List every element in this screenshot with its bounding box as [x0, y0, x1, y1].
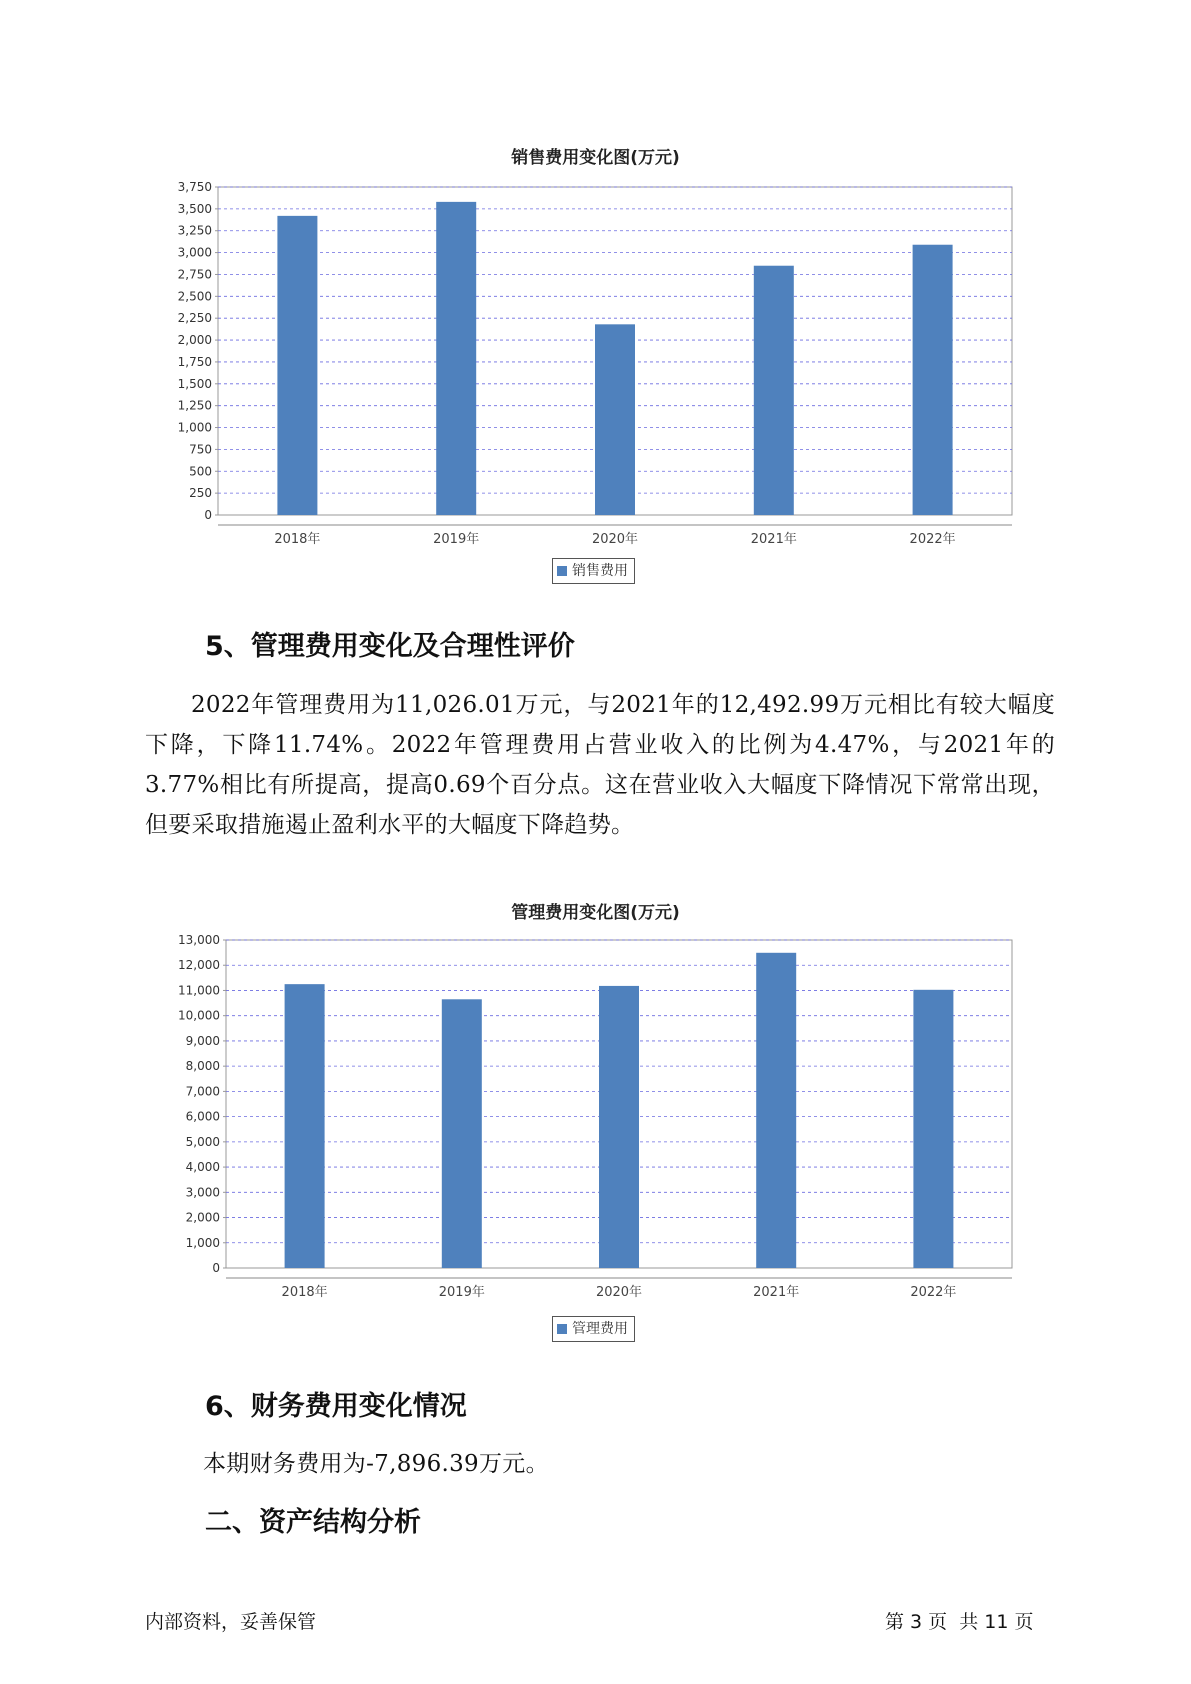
y-tick-label: 4,000 — [185, 1160, 220, 1175]
y-tick-label: 750 — [189, 442, 212, 457]
y-tick-label: 6,000 — [185, 1109, 220, 1124]
x-tick-label: 2018年 — [281, 1285, 328, 1300]
y-tick-label: 9,000 — [185, 1033, 220, 1048]
y-tick-label: 11,000 — [178, 983, 220, 998]
y-tick-label: 3,000 — [185, 1185, 220, 1200]
y-tick-label: 1,000 — [177, 420, 212, 435]
chart2-legend-label: 管理费用 — [572, 1321, 628, 1337]
x-tick-label: 2020年 — [595, 1285, 643, 1300]
bar — [285, 984, 325, 1268]
y-tick-label: 5,000 — [185, 1134, 220, 1149]
y-tick-label: 2,000 — [177, 333, 212, 348]
bar — [599, 986, 639, 1268]
x-tick-label: 2021年 — [750, 532, 797, 547]
y-tick-label: 12,000 — [178, 958, 220, 973]
chart2-legend — [552, 1316, 635, 1342]
bar — [756, 953, 796, 1268]
x-tick-label: 2020年 — [591, 532, 639, 547]
footer-left: 内部资料，妥善保管 — [145, 1611, 317, 1633]
y-tick-label: 1,500 — [177, 376, 212, 391]
section5-paragraph: 2022年管理费用为11,026.01万元，与2021年的12,492.99万元相比有较大幅度下降，下降11.74%。2022年管理费用占营业收入的比例为4.47%，与2021年的3.77%相比有所提高，提高0.69个百分点。这在营业收入大幅度下降情况下常常出现，但要采取措施遏止盈利水平的大幅度下降趋势。 — [145, 692, 1055, 838]
chart1-title: 销售费用变化图(万元) — [511, 148, 680, 168]
x-tick-label: 2019年 — [438, 1285, 485, 1300]
y-tick-label: 2,250 — [177, 311, 212, 326]
y-tick-label: 3,000 — [177, 245, 212, 260]
y-tick-label: 3,750 — [177, 180, 212, 194]
y-tick-label: 13,000 — [178, 933, 220, 947]
y-tick-label: 0 — [204, 508, 212, 522]
y-tick-label: 1,000 — [185, 1235, 220, 1250]
x-tick-label: 2022年 — [909, 532, 956, 547]
section6-heading: 6、财务费用变化情况 — [205, 1391, 467, 1422]
bar — [913, 990, 953, 1268]
section6-text: 本期财务费用为-7,896.39万元。 — [203, 1451, 549, 1477]
y-tick-label: 3,250 — [177, 223, 212, 238]
bar — [442, 999, 482, 1268]
y-tick-label: 1,250 — [177, 398, 212, 413]
y-tick-label: 3,500 — [177, 201, 212, 216]
y-tick-label: 2,000 — [185, 1210, 220, 1225]
y-tick-label: 1,750 — [177, 354, 212, 369]
x-tick-label: 2018年 — [274, 532, 321, 547]
chart2-title: 管理费用变化图(万元) — [511, 903, 680, 923]
y-tick-label: 7,000 — [185, 1084, 220, 1099]
section-two-heading: 二、资产结构分析 — [205, 1507, 421, 1538]
y-tick-label: 0 — [212, 1261, 220, 1275]
y-tick-label: 2,750 — [177, 267, 212, 282]
footer-right: 第 3 页 共 11 页 — [885, 1611, 1034, 1633]
x-tick-label: 2021年 — [753, 1285, 800, 1300]
y-tick-label: 250 — [189, 486, 212, 501]
x-tick-label: 2019年 — [433, 532, 480, 547]
y-tick-label: 10,000 — [178, 1008, 220, 1023]
legend-swatch — [557, 1324, 567, 1334]
chart1-legend-label: 销售费用 — [572, 563, 628, 579]
y-tick-label: 500 — [189, 464, 212, 479]
section5-heading: 5、管理费用变化及合理性评价 — [205, 631, 575, 662]
x-tick-label: 2022年 — [910, 1285, 957, 1300]
y-tick-label: 2,500 — [177, 289, 212, 304]
y-tick-label: 8,000 — [185, 1059, 220, 1074]
